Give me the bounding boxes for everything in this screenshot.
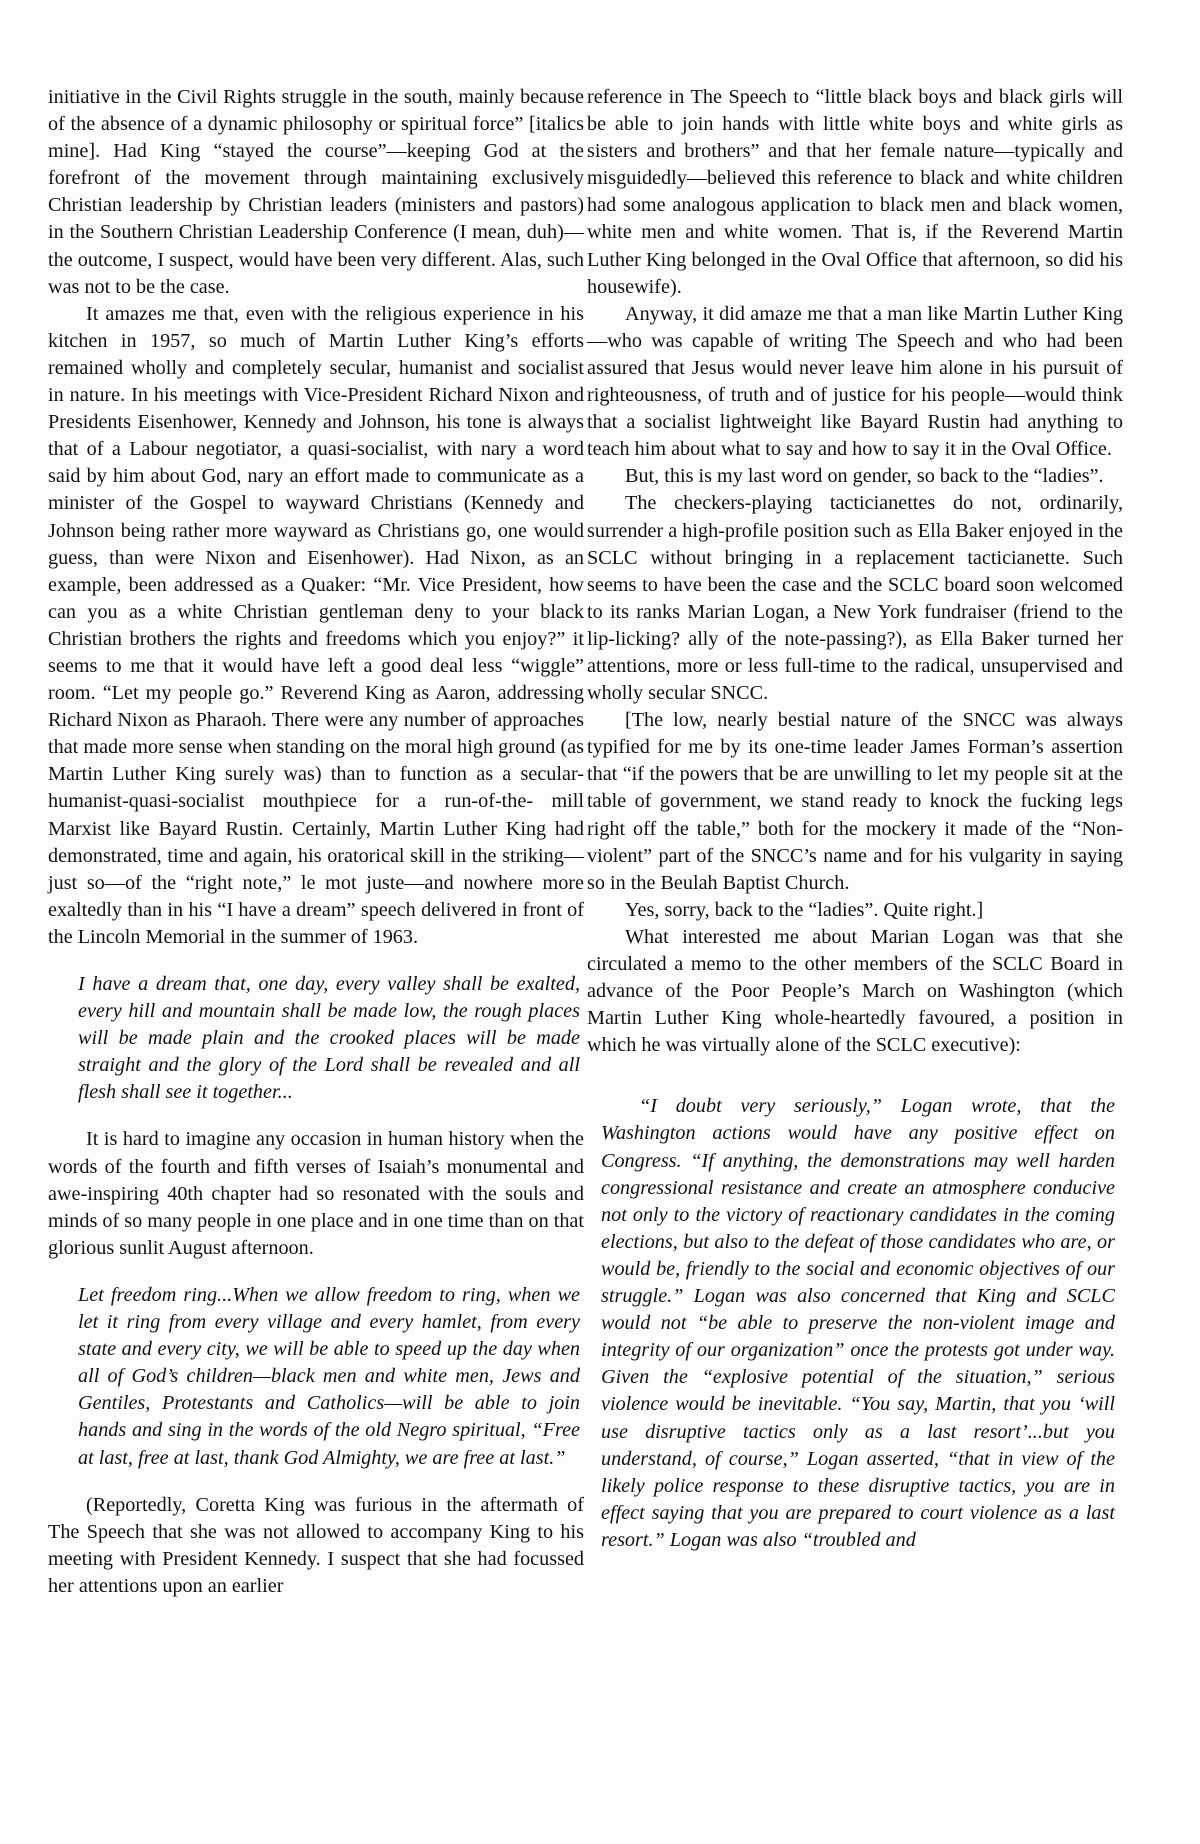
- logan-memo-quote: [601, 1093, 1115, 1554]
- right-paragraph-6: Yes, sorry, back to the “ladies”. Quite right.]: [625, 898, 984, 921]
- left-paragraph-2: It amazes me that, even with the religious experience in his kitchen in 1957, so much of Martin Luther King’s efforts remained wholly and completely secular, humanist and socialist in nature. In his meetings with Vice-President Richard Nixon and Presidents Eisenhower, Kennedy and Johnson, his tone is always that of a Labour negotiator, a quasi-socialist, with nary a word said by him about God, nary an effort made to communicate as a minister of the Gospel to wayward Christians (Kennedy and Johnson being rather more wayward as Christians go, one would guess, than were Nixon and Eisenhower). Had Nixon, as an example, been addressed as a Quaker: “Mr. Vice President, how can you as a white Christian gentleman deny to your black Christian brothers the rights and freedoms which you enjoy?” it seems to me that it would have left a good deal less “wiggle” room. “Let my people go.” Reverend King as Aaron, addressing Richard Nixon as Pharaoh. There were any number of approaches that made more sense when standing on the moral high ground (as Martin Luther King surely was) than to function as a secular-humanist-quasi-socialist mouthpiece for a run-of-the- mill Marxist like Bayard Rustin. Certainly, Martin Luther King had demonstrated, time and again, his oratorical skill in the striking—just so—of the “right note,” le mot juste—and nowhere more exaltedly than in his “I have a dream” speech delivered in front of the Lincoln Memorial in the summer of 1963.: [48, 302, 584, 948]
- logan-memo-text: “I doubt very seriously,” Logan wrote, that the Washington actions would have any positive effect on Congress. “If anything, the demonstrations may well harden congressional resistance and create an atmosphere conducive not only to the victory of reactionary candidates in the coming elections, but also to the defeat of those candidates who are, or would be, friendly to the social and economic objectives of our struggle.” Logan was also concerned that King and SCLC would not “be able to preserve the non-violent image and integrity of our organization” once the protests got under way. Given the “explosive potential of the situation,” serious violence would be inevitable. “You say, Martin, that you ‘will use disruptive tactics only as a last resort’...but you understand, of course,” Logan asserted, “that in view of the likely police response to these disruptive tactics, you are in effect saying that you are prepared to court violence as a last resort.” Logan was also “troubled and: [601, 1095, 1115, 1551]
- right-paragraph-3: But, this is my last word on gender, so back to the “ladies”.: [625, 465, 1104, 488]
- dream-quote: I have a dream that, one day, every valley shall be exalted, every hill and mountain shall be made low, the rough places will be made plain and the crooked places will be made straight and the glory of the Lord shall be revealed and all flesh shall see it together...: [78, 973, 580, 1104]
- left-paragraph-3: It is hard to imagine any occasion in human history when the words of the fourth and fifth verses of Isaiah’s monumental and awe-inspiring 40th chapter had so resonated with the souls and minds of so many people in one place and in one time than on that glorious sunlit August afternoon.: [48, 1128, 584, 1259]
- right-paragraph-4: The checkers-playing tacticianettes do not, ordinarily, surrender a high-profile position such as Ella Baker enjoyed in the SCLC without bringing in a replacement tacticianette. Such seems to have been the case and the SCLC board soon welcomed to its ranks Marian Logan, a New York fundraiser (friend to the lip-licking? ally of the note-passing?), as Ella Baker turned her attentions, more or less full-time to the radical, unsupervised and wholly secular SNCC.: [587, 492, 1123, 705]
- right-paragraph-2: Anyway, it did amaze me that a man like Martin Luther King—who was capable of writing The Speech and who had been assured that Jesus would never leave him alone in his pursuit of righteousness, of truth and of justice for his people—would think that a socialist lightweight like Bayard Rustin had anything to teach him about what to say and how to say it in the Oval Office.: [587, 302, 1123, 461]
- right-column: [587, 84, 1123, 1554]
- right-paragraph-5: [The low, nearly bestial nature of the SNCC was always typified for me by its one-time leader James Forman’s assertion that “if the powers that be are unwilling to let my people sit at the table of government, we stand ready to knock the fucking legs right off the table,” both for the mockery it made of the “Non-violent” part of the SNCC’s name and for his vulgarity in saying so in the Beulah Baptist Church.: [587, 709, 1123, 894]
- left-paragraph-4: (Reportedly, Coretta King was furious in the aftermath of The Speech that she was not allowed to accompany King to his meeting with President Kennedy. I suspect that she had focussed her attentions upon an earlier: [48, 1493, 584, 1597]
- left-paragraph-1: initiative in the Civil Rights struggle in the south, mainly because of the absence of a dynamic philosophy or spiritual force” [italics mine]. Had King “stayed the course”—keeping God at the forefront of the movement through maintaining exclusively Christian leadership by Christian leaders (ministers and pastors) in the Southern Christian Leadership Conference (I mean, duh)—the outcome, I suspect, would have been very different. Alas, such was not to be the case.: [48, 86, 584, 298]
- freedom-quote: Let freedom ring...When we allow freedom to ring, when we let it ring from every village and every hamlet, from every state and every city, we will be able to speed up the day when all of God’s children—black men and white men, Jews and Gentiles, Protestants and Catholics—will be able to join hands and sing in the words of the old Negro spiritual, “Free at last, free at last, thank God Almighty, we are free at last.”: [78, 1283, 580, 1469]
- right-paragraph-1: reference in The Speech to “little black boys and black girls will be able to join hands with little white boys and white girls as sisters and brothers” and that her female nature—typically and misguidedly—believed this reference to black and white children had some analogous application to black men and black women, white men and white women. That is, if the Reverend Martin Luther King belonged in the Oval Office that afternoon, so did his housewife).: [587, 86, 1123, 298]
- left-column: [48, 84, 584, 1600]
- right-paragraph-7: What interested me about Marian Logan was that she circulated a memo to the other members of the SCLC Board in advance of the Poor People’s March on Washington (which Martin Luther King whole-heartedly favoured, a position in which he was virtually alone of the SCLC executive):: [587, 925, 1123, 1057]
